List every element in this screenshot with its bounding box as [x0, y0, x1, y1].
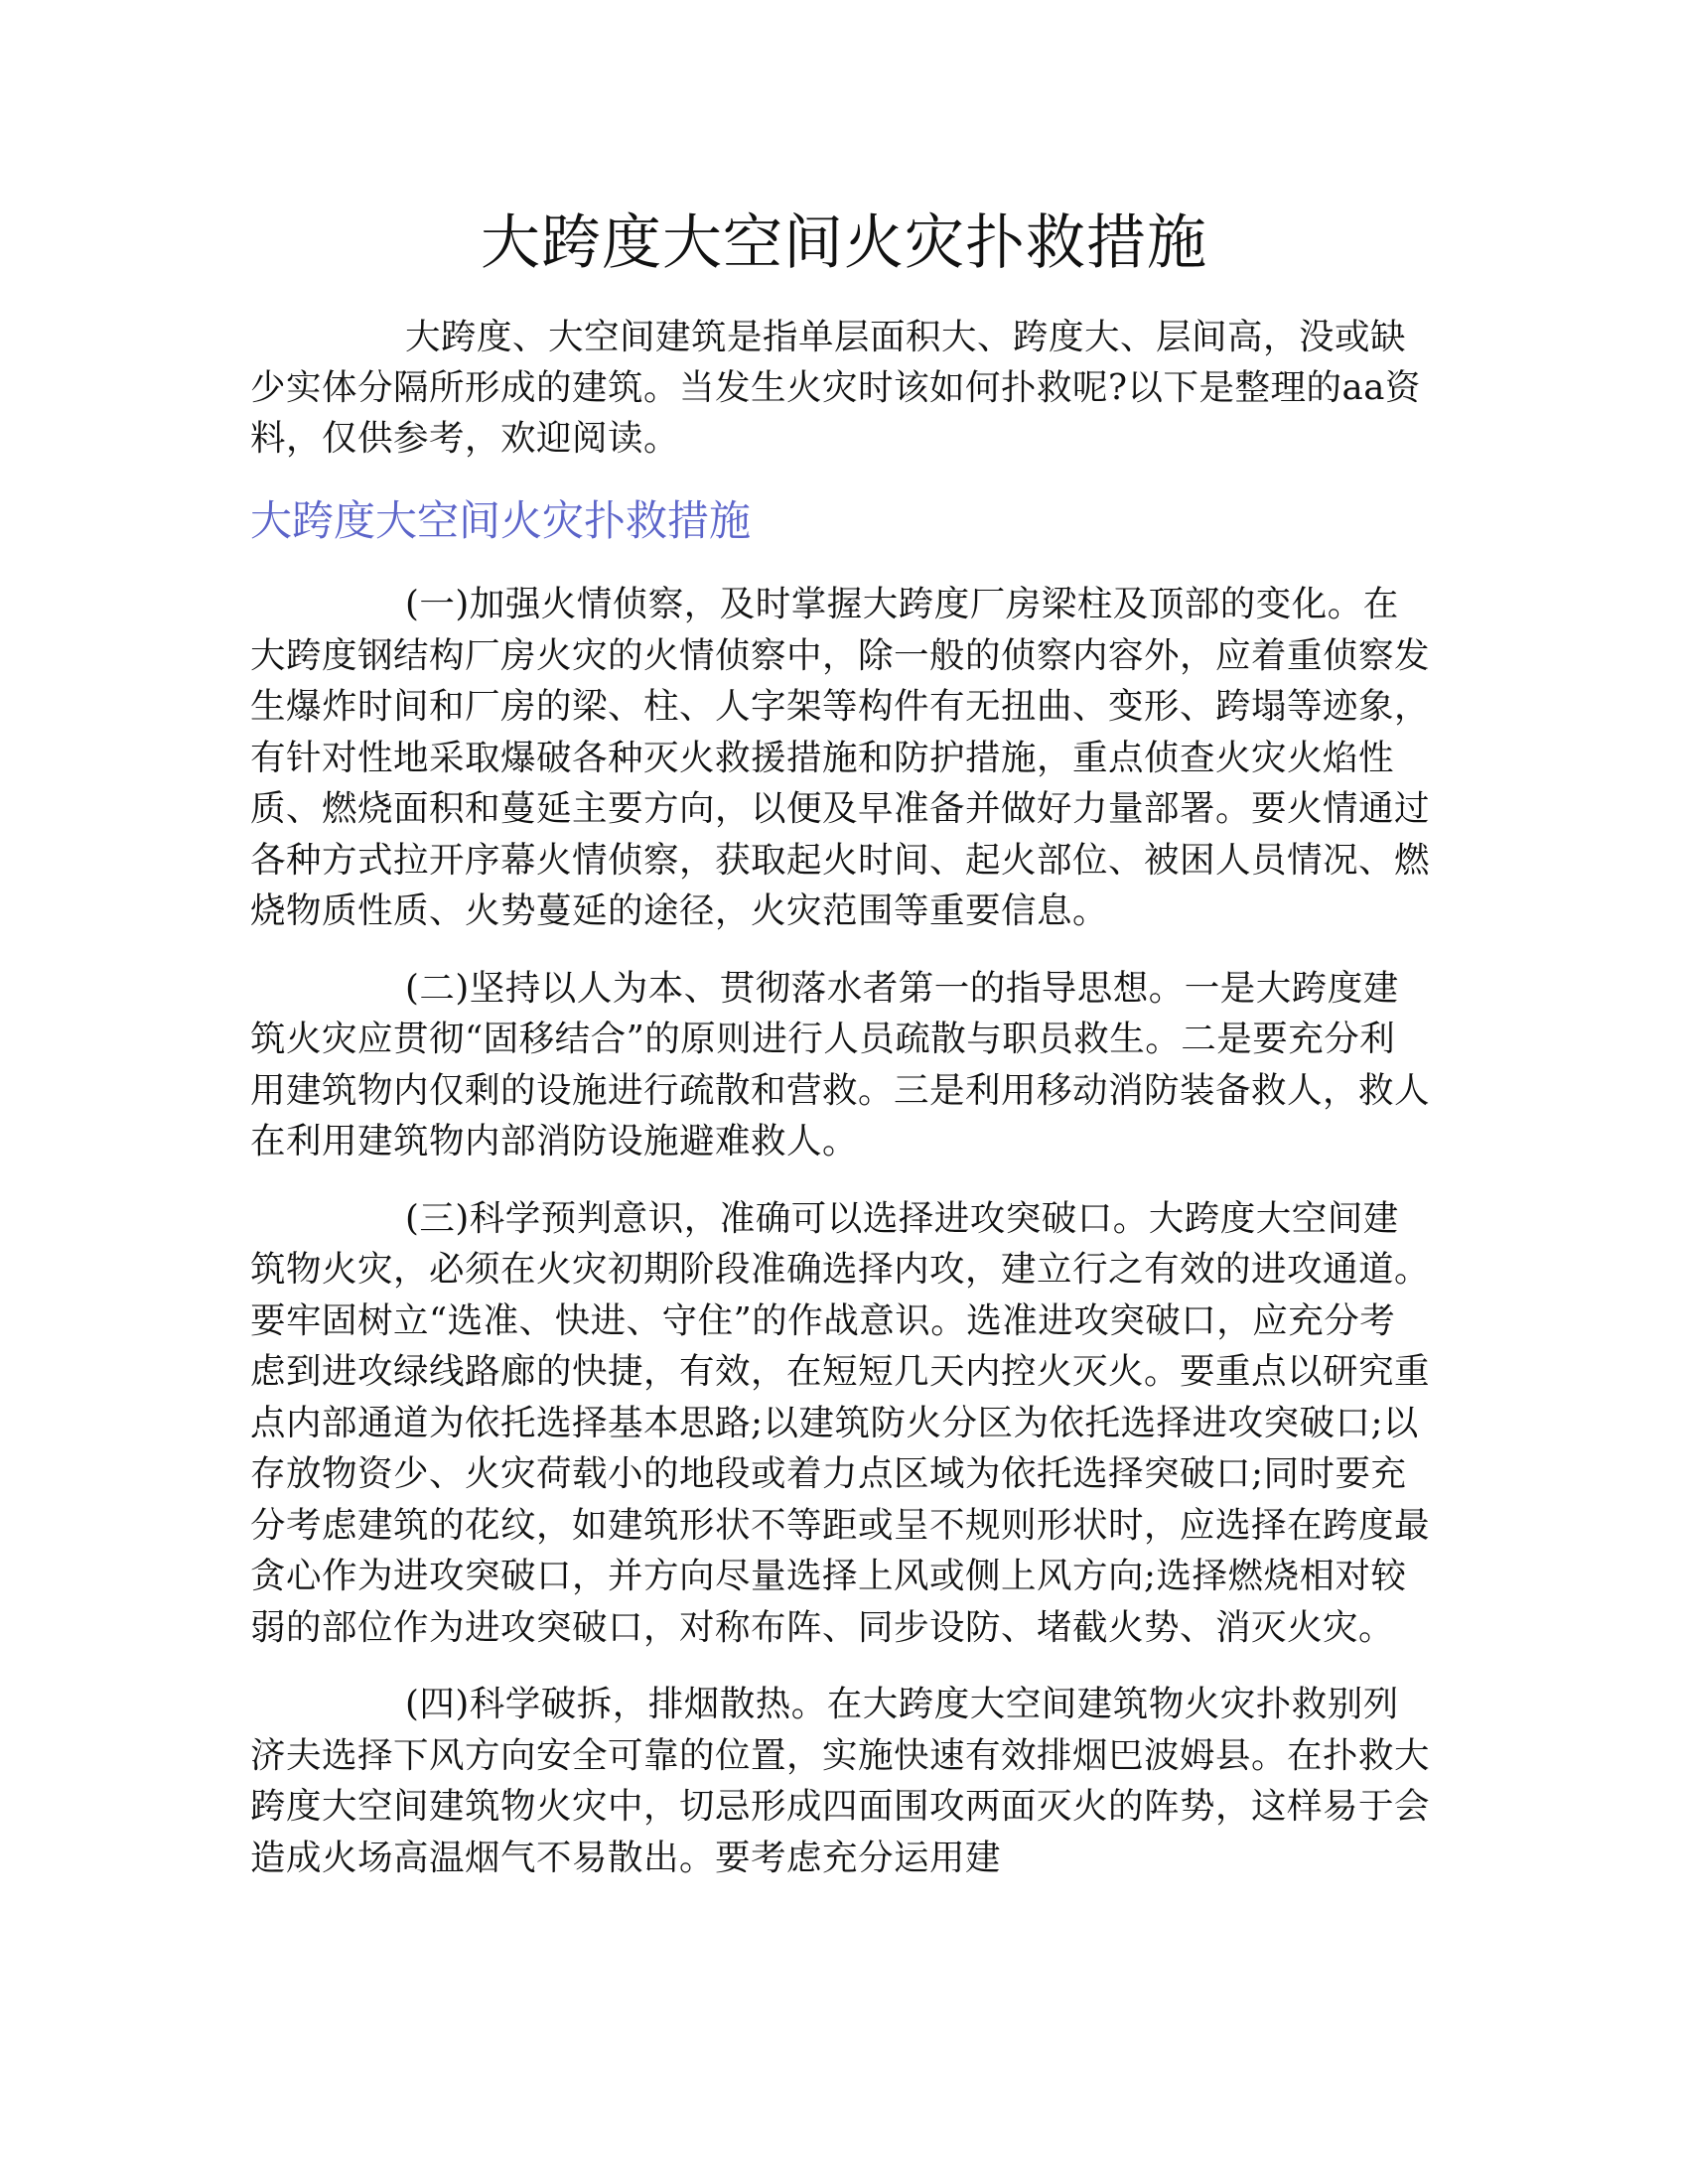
document-title: 大跨度大空间火灾扑救措施	[481, 208, 1207, 278]
body-paragraph-4: (四)科学破拆，排烟散热。在大跨度大空间建筑物火灾扑救别列济夫选择下风方向安全可靠的位置，实施快速有效排烟巴波姆县。在扑救大跨度大空间建筑物火灾中，切忌形成四面围攻两面灭火的阵势，这样易于会造成火场高温烟气不易散出。要考虑充分运用建	[250, 1684, 1431, 1878]
intro-paragraph: 大跨度、大空间建筑是指单层面积大、跨度大、层间高，没或缺少实体分隔所形成的建筑。当发生火灾时该如何扑救呢?以下是整理的aa资料，仅供参考，欢迎阅读。	[250, 317, 1421, 459]
body-paragraph-1: (一)加强火情侦察，及时掌握大跨度厂房梁柱及顶部的变化。在大跨度钢结构厂房火灾的火情侦察中，除一般的侦察内容外，应着重侦察发生爆炸时间和厂房的梁、柱、人字架等构件有无扭曲、变形、跨塌等迹象，有针对性地采取爆破各种灭火救援措施和防护措施，重点侦查火灾火焰性质、燃烧面积和蔓延主要方向，以便及早准备并做好力量部署。要火情通过各种方式拉开序幕火情侦察，获取起火时间、起火部位、被困人员情况、燃烧物质性质、火势蔓延的途径，火灾范围等重要信息。	[250, 584, 1431, 931]
document-body	[250, 579, 1430, 1909]
section-heading: 大跨度大空间火灾扑救措施	[250, 496, 752, 545]
body-paragraph-2: (二)坚持以人为本、贯彻落水者第一的指导思想。一是大跨度建筑火灾应贯彻“固移结合”的原则进行人员疏散与职员救生。二是要充分利用建筑物内仅剩的设施进行疏散和营救。三是利用移动消防装备救人，救人在利用建筑物内部消防设施避难救人。	[250, 967, 1431, 1161]
body-paragraph-3: (三)科学预判意识，准确可以选择进攻突破口。大跨度大空间建筑物火灾，必须在火灾初期阶段准确选择内攻，建立行之有效的进攻通道。要牢固树立“选准、快进、守住”的作战意识。选准进攻突破口，应充分考虑到进攻绿线路廊的快捷，有效，在短短几天内控火灭火。要重点以研究重点内部通道为依托选择基本思路;以建筑防火分区为依托选择进攻突破口;以存放物资少、火灾荷载小的地段或着力点区域为依托选择突破口;同时要充分考虑建筑的花纹，如建筑形状不等距或呈不规则形状时，应选择在跨度最贪心作为进攻突破口，并方向尽量选择上风或侧上风方向;选择燃烧相对较弱的部位作为进攻突破口，对称布阵、同步设防、堵截火势、消灭火灾。	[250, 1197, 1431, 1648]
